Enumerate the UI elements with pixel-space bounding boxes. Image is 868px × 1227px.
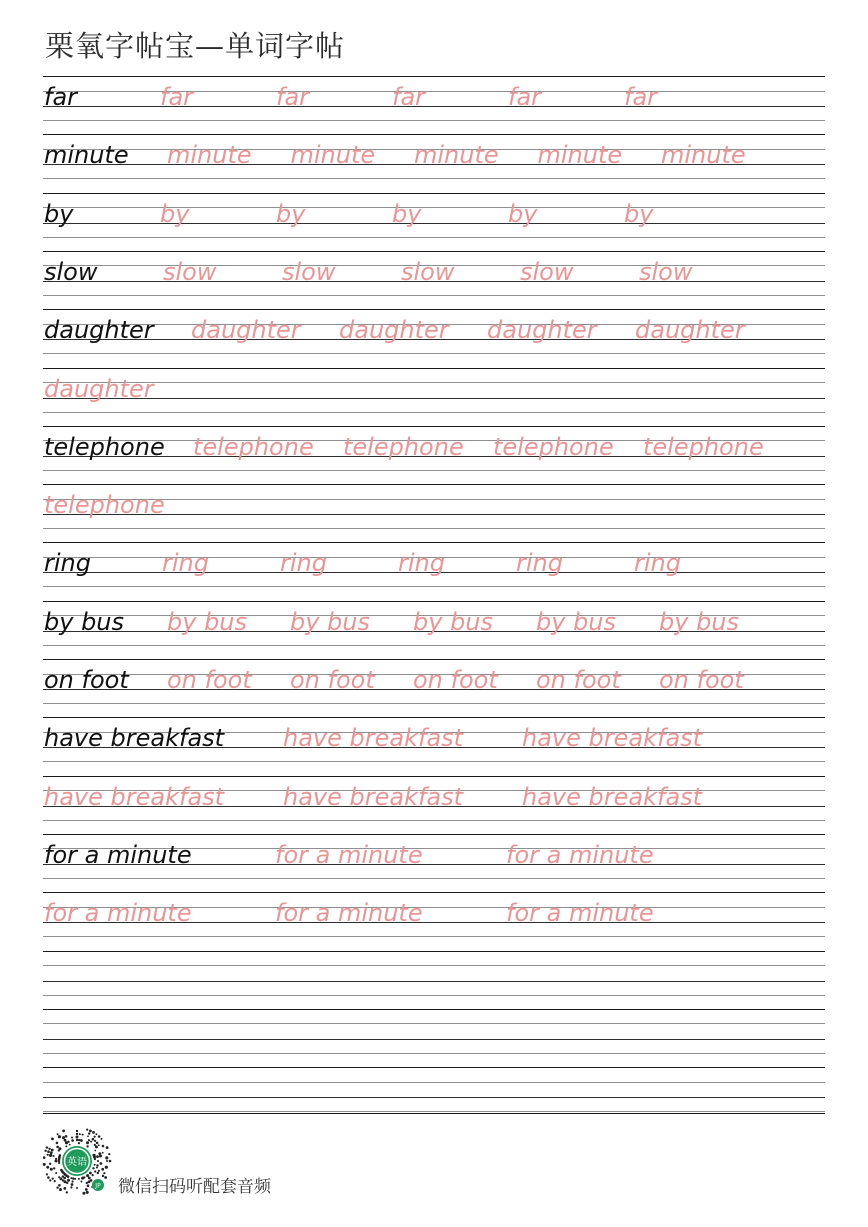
guide-rule — [43, 382, 825, 383]
model-word: by — [44, 199, 74, 228]
trace-word: slow — [401, 257, 455, 286]
model-word: on foot — [44, 666, 129, 694]
guide-rule — [43, 717, 825, 718]
baseline-rule — [43, 1097, 825, 1098]
guide-rule — [43, 645, 825, 646]
guide-rule — [43, 134, 825, 135]
guide-rule — [43, 484, 825, 485]
trace-word: slow — [163, 257, 217, 286]
trace-word: on foot — [536, 666, 621, 694]
trace-word: for a minute — [275, 840, 423, 869]
trace-word: have breakfast — [283, 782, 464, 811]
trace-word: far — [624, 83, 658, 111]
trace-word: far — [392, 83, 426, 111]
writing-line — [43, 193, 825, 239]
model-word: have breakfast — [44, 724, 225, 753]
guide-rule — [43, 601, 825, 602]
trace-word: for a minute — [275, 899, 423, 928]
trace-word: have breakfast — [44, 782, 225, 811]
guide-rule — [43, 353, 825, 354]
trace-word: by bus — [413, 607, 494, 636]
writing-line — [43, 134, 825, 180]
qr-sub-text: JP — [95, 1182, 101, 1190]
trace-word: telephone — [493, 432, 614, 461]
trace-word: on foot — [290, 666, 375, 694]
guide-rule — [43, 528, 825, 529]
guide-rule — [43, 193, 825, 194]
writing-line — [43, 892, 825, 938]
writing-line — [43, 309, 825, 355]
trace-word: have breakfast — [522, 724, 703, 753]
guide-rule — [43, 178, 825, 179]
writing-line — [43, 542, 825, 588]
trace-word: on foot — [413, 666, 498, 694]
trace-word: by — [624, 199, 654, 228]
guide-rule — [43, 1111, 825, 1112]
trace-word: telephone — [643, 432, 764, 461]
guide-rule — [43, 412, 825, 413]
trace-word: have breakfast — [283, 724, 464, 753]
guide-rule — [43, 761, 825, 762]
trace-word: on foot — [167, 666, 252, 694]
writing-line — [43, 717, 825, 763]
writing-line — [43, 1067, 825, 1113]
guide-rule — [43, 309, 825, 310]
trace-word: for a minute — [44, 899, 192, 928]
writing-line — [43, 1009, 825, 1055]
baseline-rule — [43, 1039, 825, 1040]
handwriting-sheet — [43, 76, 825, 1116]
model-word: by bus — [44, 607, 125, 636]
trace-word: telephone — [44, 491, 165, 520]
writing-line — [43, 951, 825, 997]
guide-rule — [43, 1023, 825, 1024]
guide-rule — [43, 995, 825, 996]
trace-word: slow — [639, 257, 693, 286]
guide-rule — [43, 120, 825, 121]
guide-rule — [43, 965, 825, 966]
trace-word: minute — [661, 141, 746, 170]
trace-word: daughter — [191, 316, 301, 345]
trace-word: by — [276, 199, 306, 228]
trace-word: by — [392, 199, 422, 228]
trace-word: minute — [414, 141, 499, 170]
guide-rule — [43, 1067, 825, 1068]
trace-word: ring — [280, 549, 327, 578]
model-word: for a minute — [44, 840, 192, 869]
writing-line — [43, 601, 825, 647]
trace-word: on foot — [659, 666, 744, 694]
trace-word: have breakfast — [522, 782, 703, 811]
page-title: 栗氧字帖宝—单词字帖 — [45, 29, 346, 63]
baseline-rule — [43, 398, 825, 399]
qr-code-icon — [42, 1128, 112, 1198]
trace-word: by — [508, 199, 538, 228]
guide-rule — [43, 426, 825, 427]
trace-word: by bus — [167, 607, 248, 636]
trace-word: ring — [634, 549, 681, 578]
guide-rule — [43, 1009, 825, 1010]
writing-line — [43, 76, 825, 122]
qr-badge-text: 英语 — [67, 1157, 87, 1168]
guide-rule — [43, 586, 825, 587]
guide-rule — [43, 1053, 825, 1054]
model-word: minute — [44, 141, 129, 170]
trace-word: daughter — [487, 316, 597, 345]
trace-word: ring — [516, 549, 563, 578]
trace-word: for a minute — [506, 840, 654, 869]
guide-rule — [43, 76, 825, 77]
writing-line — [43, 251, 825, 297]
trace-word: far — [508, 83, 542, 111]
trace-word: minute — [167, 141, 252, 170]
guide-rule — [43, 820, 825, 821]
guide-rule — [43, 1082, 825, 1083]
baseline-rule — [43, 981, 825, 982]
trace-word: minute — [290, 141, 376, 170]
guide-rule — [43, 878, 825, 879]
trace-word: daughter — [339, 316, 449, 345]
trace-word: daughter — [635, 316, 745, 345]
writing-line — [43, 834, 825, 880]
guide-rule — [43, 776, 825, 777]
model-word: slow — [44, 257, 98, 286]
trace-word: by bus — [536, 607, 617, 636]
guide-rule — [43, 295, 825, 296]
guide-rule — [43, 703, 825, 704]
guide-rule — [43, 892, 825, 893]
model-word: ring — [44, 549, 91, 578]
guide-rule — [43, 659, 825, 660]
guide-rule — [43, 834, 825, 835]
footer-caption: 微信扫码听配套音频 — [118, 1177, 271, 1197]
guide-rule — [43, 251, 825, 252]
trace-word: ring — [162, 549, 209, 578]
trace-word: daughter — [44, 374, 154, 403]
guide-rule — [43, 368, 825, 369]
guide-rule — [43, 470, 825, 471]
trace-word: by bus — [659, 607, 740, 636]
model-word: daughter — [44, 316, 154, 345]
writing-line — [43, 484, 825, 530]
writing-line — [43, 776, 825, 822]
trace-word: far — [276, 83, 310, 111]
trace-word: far — [160, 83, 194, 111]
guide-rule — [43, 237, 825, 238]
trace-word: minute — [537, 141, 623, 170]
guide-rule — [43, 542, 825, 543]
writing-line — [43, 659, 825, 705]
guide-rule — [43, 936, 825, 937]
closing-rule — [43, 1113, 825, 1114]
trace-word: slow — [282, 257, 336, 286]
trace-word: telephone — [193, 432, 314, 461]
trace-word: for a minute — [506, 899, 654, 928]
model-word: far — [44, 83, 78, 111]
writing-line — [43, 368, 825, 414]
trace-word: by — [160, 199, 190, 228]
model-word: telephone — [44, 432, 165, 461]
guide-rule — [43, 951, 825, 952]
trace-word: telephone — [343, 432, 464, 461]
trace-word: ring — [398, 549, 445, 578]
trace-word: slow — [520, 257, 574, 286]
writing-line — [43, 426, 825, 472]
trace-word: by bus — [290, 607, 371, 636]
